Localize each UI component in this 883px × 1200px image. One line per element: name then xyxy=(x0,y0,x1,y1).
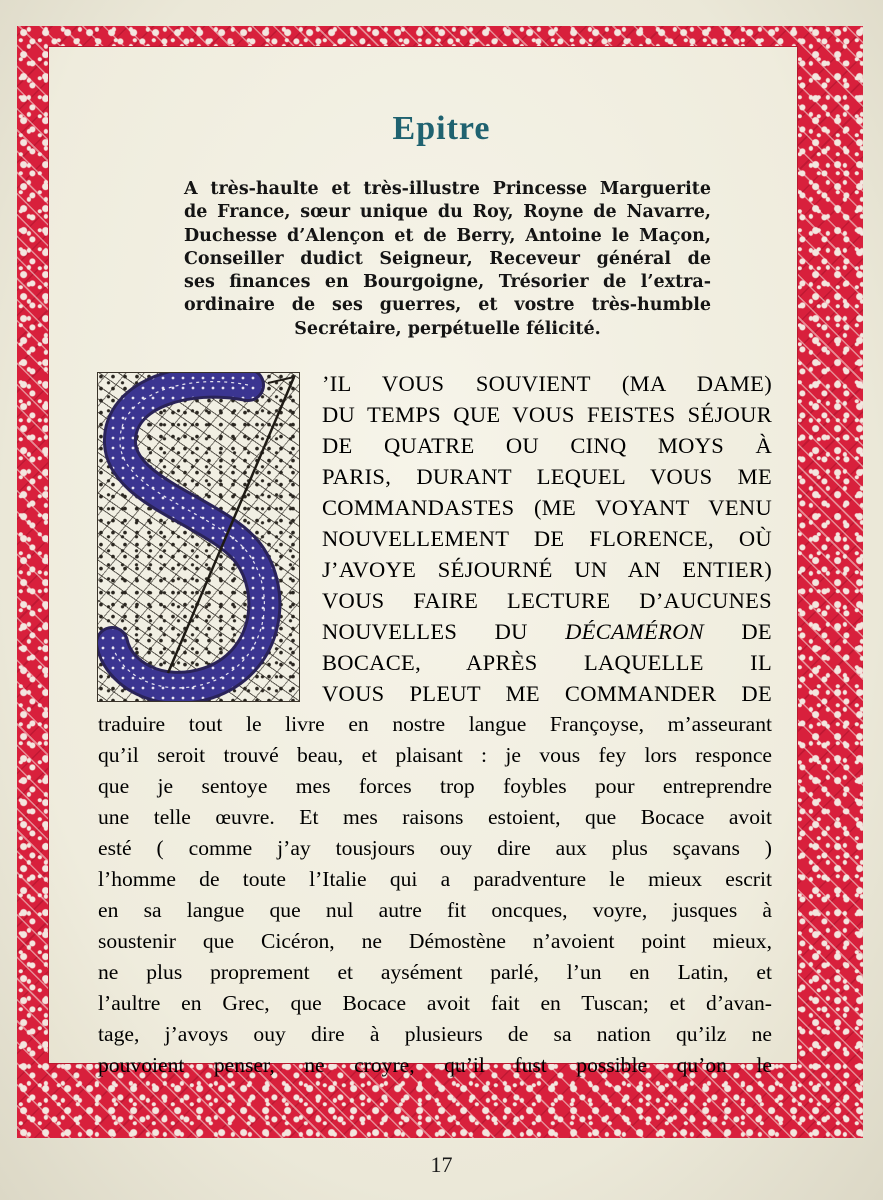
body-text-line: traduire tout le livre en nostre langue Françoyse, m’asseurant xyxy=(98,712,772,736)
dedication-line: Duchesse d’Alençon et de Berry, Antoine le Maçon, xyxy=(184,225,711,246)
body-caps-line: NOUVELLEMENT DE FLORENCE, OÙ xyxy=(322,526,772,551)
body-text-line: en sa langue que nul autre fit oncques, voyre, jusques à xyxy=(98,898,772,922)
body-text-line: tage, j’avoys ouy dire à plusieurs de sa nation qu’ilz ne xyxy=(98,1022,772,1046)
dedication-line: de France, sœur unique du Roy, Royne de Navarre, xyxy=(184,202,711,223)
dedication-line: Conseiller dudict Seigneur, Receveur général de xyxy=(184,248,711,269)
dedication-line: ordinaire de ses guerres, et vostre très-humble xyxy=(184,295,711,316)
body-text-line: pouvoient penser, ne croyre, qu’il fust possible qu’on le xyxy=(98,1053,772,1077)
body-caps-line: PARIS, DURANT LEQUEL VOUS ME xyxy=(322,464,772,489)
decameron-title: DÉCAMÉRON xyxy=(565,619,704,644)
body-caps-line: VOUS PLEUT ME COMMANDER DE xyxy=(322,681,772,706)
body-text-line: esté ( comme j’ay tousjours ouy dire aux plus sçavans ) xyxy=(98,836,772,860)
page-title: Epitre xyxy=(392,110,491,147)
dedication-line: ses finances en Bourgoigne, Trésorier de l’extra- xyxy=(184,272,711,293)
body-text-line: ne plus proprement et aysément parlé, l’un en Latin, et xyxy=(98,960,772,984)
illuminated-initial-letter-icon xyxy=(98,373,299,701)
body-text-line: soustenir que Cicéron, ne Démostène n’avoient point mieux, xyxy=(98,929,772,953)
body-caps-line: COMMANDASTES (ME VOYANT VENU xyxy=(322,495,772,520)
body-text-line: l’homme de toute l’Italie qui a paradventure le mieux escrit xyxy=(98,867,772,891)
body-caps-line: DU TEMPS QUE VOUS FEISTES SÉJOUR xyxy=(322,402,772,427)
body-caps-line: DE QUATRE OU CINQ MOYS À xyxy=(322,433,772,458)
dedication-block xyxy=(184,178,711,341)
body-caps-line: VOUS FAIRE LECTURE D’AUCUNES xyxy=(322,588,772,613)
body-caps-line: ’IL VOUS SOUVIENT (MA DAME) xyxy=(322,371,772,396)
body-text-line: une telle œuvre. Et mes raisons estoient, que Bocace avoit xyxy=(98,805,772,829)
body-text-line: l’aultre en Grec, que Bocace avoit fait en Tuscan; et d’avan- xyxy=(98,991,772,1015)
body-caps-line: BOCACE, APRÈS LAQUELLE IL xyxy=(322,650,772,675)
body-text-line: qu’il seroit trouvé beau, et plaisant : je vous fey lors responce xyxy=(98,743,772,767)
body-caps-line: J’AVOYE SÉJOURNÉ UN AN ENTIER) xyxy=(322,557,772,582)
body-text-line: que je sentoye mes forces trop foybles pour entreprendre xyxy=(98,774,772,798)
dedication-line: A très-haulte et très-illustre Princesse Marguerite xyxy=(184,179,711,199)
page-number: 17 xyxy=(430,1152,453,1177)
dedication-line: Secrétaire, perpétuelle félicité. xyxy=(294,318,601,339)
illuminated-initial xyxy=(97,372,300,702)
caps-text: NOUVELLES DU xyxy=(322,619,566,644)
body-caps-line-decameron xyxy=(322,619,772,645)
caps-text: DE xyxy=(704,619,772,644)
